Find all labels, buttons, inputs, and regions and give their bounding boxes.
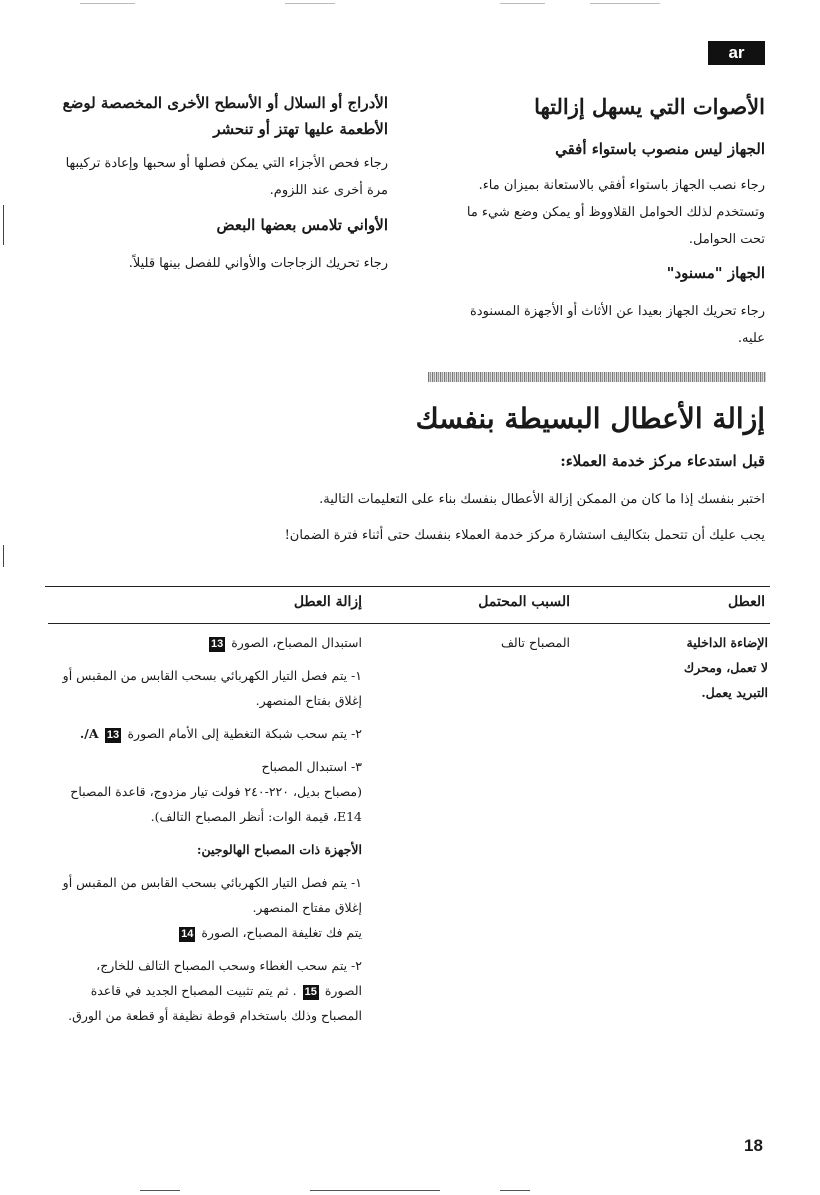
propped-heading: الجهاز "مسنود" (666, 264, 765, 282)
not-level-text: رجاء نصب الجهاز باستواء أفقي بالاستعانة بميزان ماء. وتستخدم لذلك الحوامل القلاووظ أو يمكن وضع شيء ما تحت الحوامل. (466, 178, 765, 247)
figure-13-icon: 13 (106, 729, 120, 741)
fix-step-2-suffix: A/. (79, 726, 99, 741)
halogen-step-1b-text: يتم فك تغليفة المصباح، الصورة (201, 925, 362, 940)
before-calling-heading: قبل استدعاء مركز خدمة العملاء: (560, 452, 765, 470)
figure-13-icon: 13 (211, 638, 224, 650)
bottom-edge-mark (140, 1190, 180, 1191)
fix-step-2 (60, 721, 362, 746)
table-header-rule (48, 623, 770, 624)
halogen-step-2-text: ٢- يتم سحب الغطاء وسحب المصباح التالف للخارج، الصورة (96, 958, 362, 998)
halogen-step-1b (60, 920, 362, 945)
noises-title: الأصوات التي يسهل إزالتها (534, 94, 765, 119)
lamp-replace-heading (60, 630, 362, 655)
bottom-edge-mark (310, 1190, 440, 1191)
lamp-replace-heading-text: استبدال المصباح، الصورة (231, 635, 362, 650)
section-divider (428, 372, 766, 382)
fix-cell (60, 630, 362, 1028)
language-badge: ar (708, 41, 765, 65)
col-fix-header: إزالة العطل (293, 594, 362, 610)
figure-15-icon: 15 (304, 986, 317, 998)
top-edge-mark (80, 3, 135, 4)
halogen-step-2 (60, 953, 362, 1028)
shelves-text: رجاء فحص الأجزاء التي يمكن فصلها أو سحبها وإعادة تركيبها مرة أخرى عند اللزوم. (65, 156, 388, 198)
shelves-heading: الأدراج أو السلال أو الأسطح الأخرى المخصصة لوضع الأطعمة عليها تهتز أو تنحشر (62, 94, 388, 138)
touching-heading: الأواني تلامس بعضها البعض (216, 216, 388, 234)
page-number: 18 (744, 1136, 763, 1155)
bottom-edge-mark (500, 1190, 530, 1191)
fix-intro-text: اختبر بنفسك إذا ما كان من الممكن إزالة الأعطال بنفسك بناء على التعليمات التالية. (319, 492, 765, 507)
top-edge-mark (285, 3, 335, 4)
top-edge-mark (590, 3, 660, 4)
fix-yourself-title: إزالة الأعطال البسيطة بنفسك (415, 402, 765, 435)
fault-cell: الإضاءة الداخلية لا تعمل، ومحرك التبريد يعمل. (683, 635, 768, 700)
warranty-note: يجب عليك أن تتحمل بتكاليف استشارة مركز خدمة العملاء بنفسك حتى أثناء فترة الضمان! (284, 528, 765, 543)
propped-text: رجاء تحريك الجهاز بعيدا عن الأثاث أو الأجهزة المسنودة عليه. (470, 304, 765, 346)
col-cause-header: السبب المحتمل (478, 594, 570, 610)
table-top-rule (45, 586, 770, 587)
cause-cell: المصباح تالف (500, 635, 570, 650)
fix-step-3-title: ٣- استبدال المصباح (261, 759, 362, 774)
halogen-step-1: ١- يتم فصل التيار الكهربائي بسحب القابس من المقبس أو إغلاق مفتاح المنصهر. (62, 875, 362, 915)
touching-text: رجاء تحريك الزجاجات والأواني للفصل بينها قليلاً. (128, 256, 388, 271)
top-edge-mark (500, 3, 545, 4)
halogen-heading: الأجهزة ذات المصباح الهالوجين: (196, 842, 362, 857)
not-level-heading: الجهاز ليس منصوب باستواء أفقي (555, 140, 765, 158)
col-fault-header: العطل (728, 594, 765, 610)
fix-step-2-text: ٢- يتم سحب شبكة التغطية إلى الأمام الصورة (127, 726, 362, 741)
fix-step-1: ١- يتم فصل التيار الكهربائي بسحب القابس من المقبس أو إغلاق بفتاح المنصهر. (62, 668, 362, 708)
left-edge-mark (3, 205, 4, 245)
halogen-step-2-rest: . ثم يتم تثبيت المصباح الجديد في قاعدة المصباح وذلك باستخدام قوطة نظيفة أو قطعة من الورق. (68, 983, 362, 1023)
figure-14-icon: 14 (181, 928, 194, 940)
fix-step-3-detail: (مصباح بديل، ٢٢٠-٢٤٠ فولت تيار مزدوج، قاعدة المصباح E14، قيمة الوات: أنظر المصباح التالف). (70, 784, 362, 824)
left-edge-mark (3, 545, 4, 567)
